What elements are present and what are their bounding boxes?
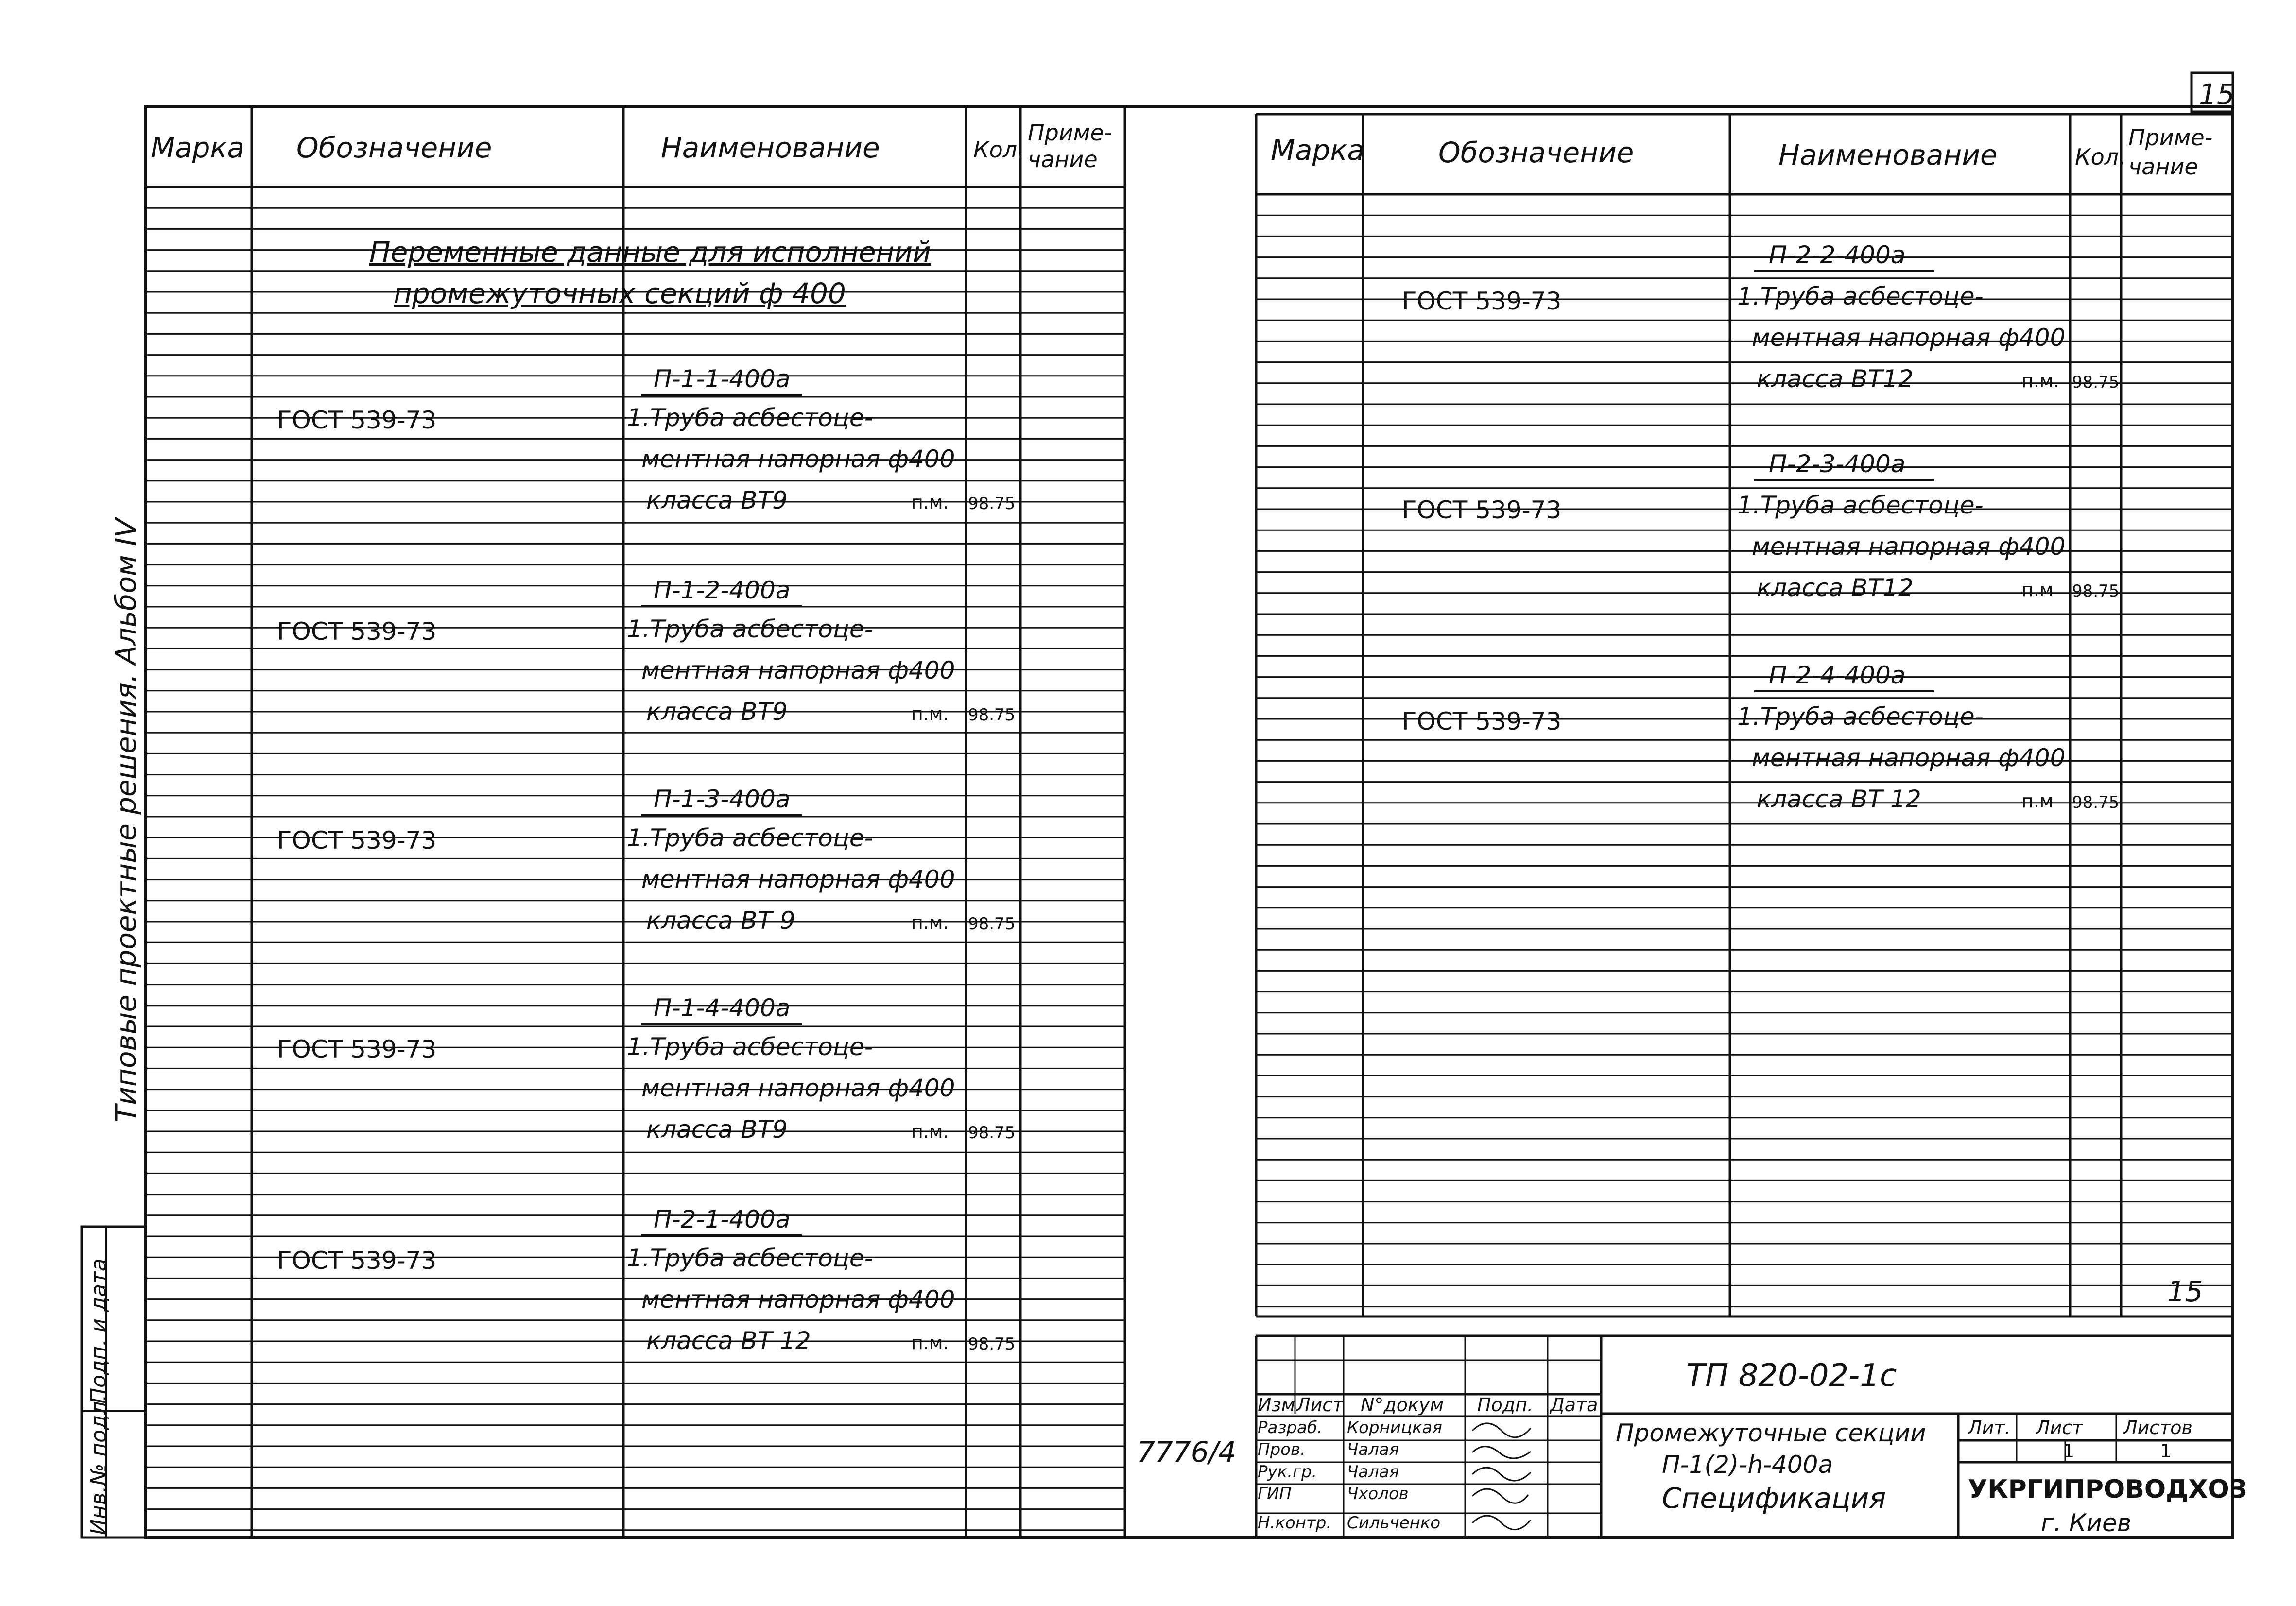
right-block-2-mark: П-2-4-400а [1769,661,1906,689]
left-col-prim-2: чание [1028,146,1098,172]
side-label: Типовые проектные решения. Альбом IV [109,518,142,1122]
tb-role-2: Рук.гр. [1258,1462,1317,1482]
left-block-4-qty: 98.75 [968,1334,1016,1354]
right-col-prim-2: чание [2128,154,2198,180]
left-block-3-line1: 1.Труба асбестоце- [627,1033,873,1061]
doc-title-1: Промежуточные секции [1616,1419,1926,1447]
left-block-4-gost: ГОСТ 539-73 [277,1247,437,1275]
tb-col-list: Лист [1296,1394,1344,1416]
stamp-label-inv: Инв.№ подл. [86,1394,111,1535]
section-heading-1: Переменные данные для исполнений [369,236,931,269]
right-block-2-line3: класса ВТ 12 [1757,785,1921,813]
left-block-1-line3: класса ВТ9 [646,698,788,726]
tb-role-0: Разраб. [1258,1418,1323,1437]
right-block-1-line1: 1.Труба асбестоце- [1737,491,1984,519]
tb-name-2: Чалая [1347,1462,1399,1482]
left-block-2-qty: 98.75 [968,914,1016,934]
left-block-4-line3: класса ВТ 12 [646,1327,811,1355]
right-block-1-line3: класса ВТ12 [1757,574,1914,602]
left-col-naimenovanie: Наименование [661,131,880,164]
left-block-0-line3: класса ВТ9 [646,486,788,514]
tb-city: г. Киев [2041,1509,2132,1537]
left-block-1-qty: 98.75 [968,705,1016,725]
right-block-0-unit: п.м. [2021,370,2059,392]
right-block-2-line2: ментная напорная ф400 [1752,744,2066,772]
right-block-1-unit: п.м [2021,579,2054,600]
tb-name-1: Чалая [1347,1440,1399,1459]
left-block-3-mark: П-1-4-400а [654,994,791,1022]
right-block-1-qty: 98.75 [2072,581,2120,601]
right-block-1-line2: ментная напорная ф400 [1752,532,2066,561]
right-block-0-line2: ментная напорная ф400 [1752,324,2066,352]
tb-role-1: Пров. [1258,1440,1306,1459]
right-col-kol: Кол. [2075,144,2126,170]
right-block-0-gost: ГОСТ 539-73 [1402,287,1562,315]
left-block-0-line1: 1.Труба асбестоце- [627,404,873,432]
doc-code: ТП 820-02-1с [1686,1358,1897,1394]
right-block-2-line1: 1.Труба асбестоце- [1737,702,1984,731]
left-block-3-unit: п.м. [911,1121,949,1142]
right-block-0-mark: П-2-2-400а [1769,241,1906,269]
tb-name-4: Сильченко [1347,1513,1441,1533]
left-block-2-line3: класса ВТ 9 [646,906,795,935]
left-block-4-line2: ментная напорная ф400 [641,1285,955,1314]
tb-col-podp: Подп. [1477,1394,1534,1416]
tb-name-3: Чхолов [1347,1484,1409,1503]
left-col-kol: Кол. [973,137,1024,163]
left-col-oboznachenie: Обозначение [296,131,492,164]
tb-lit-label: Лит. [1968,1417,2011,1438]
tb-name-0: Корницкая [1347,1418,1442,1437]
right-block-1-gost: ГОСТ 539-73 [1402,496,1562,524]
left-block-0-unit: п.м. [911,492,949,513]
tb-col-izm: Изм [1258,1394,1295,1416]
stamp-label-podp: Подп. и дата [86,1258,111,1404]
right-col-naimenovanie: Наименование [1778,138,1998,171]
tb-col-ndok: N°докум [1361,1394,1444,1416]
left-block-3-line2: ментная напорная ф400 [641,1074,955,1102]
tb-org: УКРГИПРОВОДХОЗ [1968,1475,2247,1504]
left-block-1-line1: 1.Труба асбестоце- [627,615,873,643]
left-col-marka: Марка [151,131,244,164]
left-block-4-mark: П-2-1-400а [654,1205,791,1233]
left-block-0-gost: ГОСТ 539-73 [277,406,437,434]
left-block-0-line2: ментная напорная ф400 [641,445,955,473]
left-block-0-mark: П-1-1-400а [654,365,791,393]
left-block-1-mark: П-1-2-400а [654,576,791,604]
tb-listov-label: Листов [2123,1417,2192,1438]
tb-col-data: Дата [1550,1394,1598,1416]
left-block-1-line2: ментная напорная ф400 [641,656,955,684]
doc-title-3: Спецификация [1662,1482,1886,1515]
left-block-4-line1: 1.Труба асбестоце- [627,1244,873,1272]
right-block-2-gost: ГОСТ 539-73 [1402,707,1562,735]
right-block-2-unit: п.м [2021,790,2054,812]
left-col-prim-1: Приме- [1028,120,1112,146]
right-block-0-qty: 98.75 [2072,373,2120,392]
right-block-2-qty: 98.75 [2072,793,2120,812]
archive-number: 7776/4 [1137,1435,1237,1469]
left-block-3-gost: ГОСТ 539-73 [277,1035,437,1063]
left-block-2-unit: п.м. [911,912,949,933]
left-block-3-line3: класса ВТ9 [646,1115,788,1144]
left-block-0-qty: 98.75 [968,494,1016,513]
left-block-1-gost: ГОСТ 539-73 [277,617,437,646]
page-number: 15 [2199,78,2235,111]
left-block-2-mark: П-1-3-400а [654,785,791,813]
tb-role-3: ГИП [1258,1484,1292,1503]
tb-list-label: Лист [2036,1417,2083,1438]
right-col-oboznachenie: Обозначение [1438,136,1634,169]
section-heading-2: промежуточных секций ф 400 [394,277,846,310]
page-number-small: 15 [2167,1275,2203,1308]
tb-list-value: 1 [2063,1440,2075,1462]
right-block-0-line3: класса ВТ12 [1757,365,1914,393]
doc-title-2: П-1(2)-h-400а [1662,1451,1833,1479]
left-block-1-unit: п.м. [911,703,949,724]
left-block-4-unit: п.м. [911,1332,949,1353]
right-col-prim-1: Приме- [2128,124,2213,151]
right-col-marka: Марка [1271,134,1364,167]
tb-role-4: Н.контр. [1258,1513,1332,1533]
left-block-2-line1: 1.Труба асбестоце- [627,824,873,852]
left-block-3-qty: 98.75 [968,1123,1016,1143]
left-block-2-line2: ментная напорная ф400 [641,865,955,893]
right-block-1-mark: П-2-3-400а [1769,450,1906,478]
right-block-0-line1: 1.Труба асбестоце- [1737,282,1984,310]
left-block-2-gost: ГОСТ 539-73 [277,826,437,854]
tb-listov-value: 1 [2160,1440,2172,1462]
